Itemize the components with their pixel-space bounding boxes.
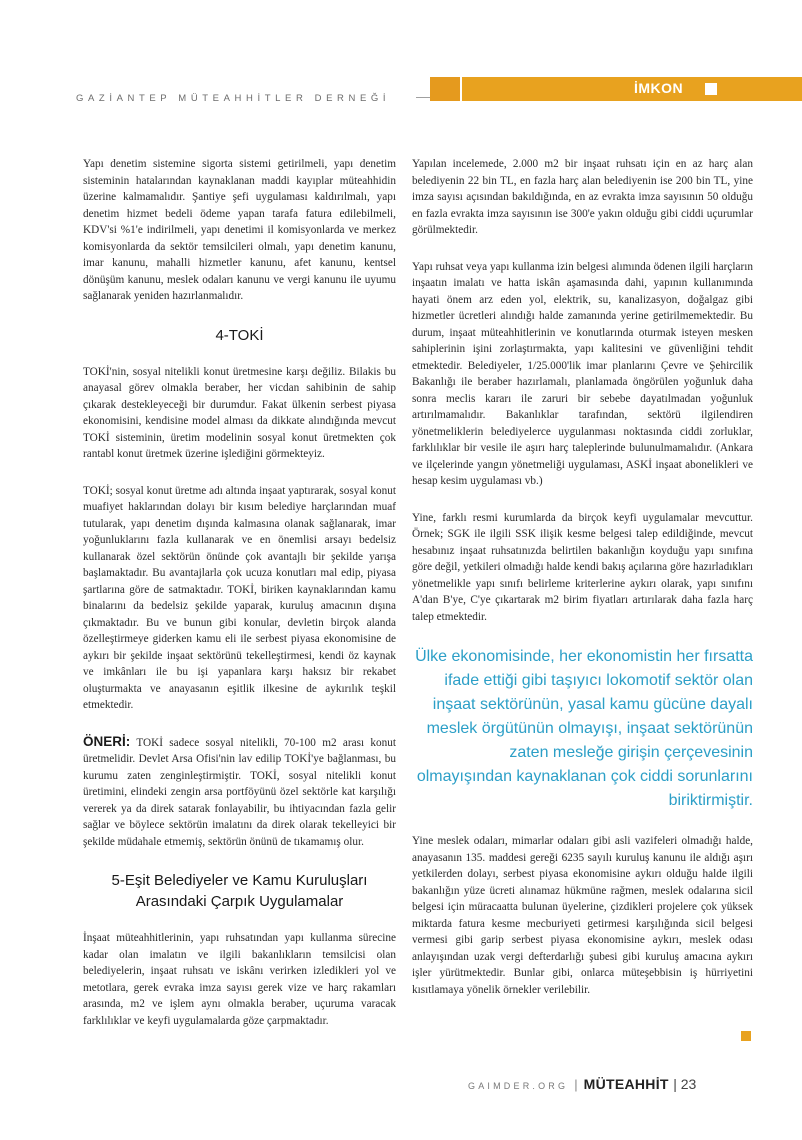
header-rule [416,97,430,98]
paragraph: Yapı ruhsat veya yapı kullanma izin belgesi alımında ödenen ilgili harçların inşaatın imalatı ve hatta iskân aşamasında dahi, yapının kullanımında hayati önem arz eden yol, elektrik, su, kanalizasyon, doğalgaz gibi hizmetler ücretleri alındığı halde zamanında yerine getirilmemektedir. Bu durum, inşaat müteahhitlerinin ve konutlarında oturmak isteyen mesken sahiplerinin işini zorlaştırmakta, yapı kalitesini ve güvenliğini tehdit etmektedir. Belediyeler, 1/25.000'lik imar planlarını Çevre ve Şehircilik Bakanlığı ile beraber hazırlamalı, planlamada öngörülen yoğunluk daha sonra meclis kararı ile zaruri bir sebebe dayatılmadan yoğunluk artırılmamalıdır. Bakanlıklar tarafından, sektörü ilgilendiren yönetmeliklerin belediyelerce uygulanması noktasında ciddi zorluklar, farklılıklar bir vesile ile aşırı harç taleplerinde bulunulmamalıdır. (Ankara ve ilçelerinde yangın yönetmeliği uygulaması, ASKİ inşaat abonelikleri ve hesap kesim uygulaması vb.) [412,260,753,487]
paragraph: Yapılan incelemede, 2.000 m2 bir inşaat ruhsatı için en az harç alan belediyenin 22 bin TL, en fazla harç alan belediyenin ise 200 bin TL, yine imza sayısı açısından bakıldığında, en az evrakta imza sayısının 50 olduğu en fazla evrakta imza sayısının ise 300'e yakın olduğu gibi ciddi uçurumlar görülmektedir. [412,158,753,236]
footer-website: GAIMDER.ORG [468,1081,569,1091]
paragraph: Yine meslek odaları, mimarlar odaları gibi asli vazifeleri olmadığı halde, anayasanın 135. maddesi gereği 6235 sayılı kuruluş kanunu ile aldığı aşırı yetkilerden dolayı, serbest piyasa ekonomisine aykırı olduğu halde ilgili bakanlığın yüze ücreti alınamaz hükmüne rağmen, meslek odalarına sicil belgesi için müracaatta bulunan üyelerine, çizdikleri projelere çok yüksek miktarda fatura kesme mecburiyeti getirmesi karşılığında sicil belgesi vermesi gibi garip serbest piyasa ekonomisine aykırı, meslek odası anlayışından uzak vergi defterdarlığı şubesi gibi kuruluş amacına aykırı işler yürütmektedir. Bunlar gibi, onlarca müteşebbisin iş hürriyetini kısıtlamaya yönelik örnekler verilebilir. [412,835,753,996]
paragraph: İnşaat müteahhitlerinin, yapı ruhsatından yapı kullanma sürecine kadar olan imalatın ve ilgili bakanlıkların temsilcisi olan belediyelerin, inşaat ruhsatı ve iskânı verirken izledikleri yol ve metotlara, gerek evraka imza sayısı gerek vize ve harç rakamları arasında, m2 ve işlem aynı olmakla beraber, uçuruma varacak farklılıklar ve keyfi uygulamalarda göze çarpmaktadır. [83,932,396,1027]
page-number: | 23 [673,1076,697,1092]
left-column [83,156,396,1049]
association-name: GAZİANTEP MÜTEAHHİTLER DERNEĞİ [76,93,391,104]
section-heading-belediyeler [83,870,396,912]
right-column [412,156,753,1018]
oneri-label: ÖNERİ: [83,733,131,749]
footer-magazine-name: MÜTEAHHİT [583,1076,669,1092]
paragraph-oneri [83,734,396,851]
paragraph: Yine, farklı resmi kurumlarda da birçok keyfi uygulamalar mevcuttur. Örnek; SGK ile ilgili SSK ilişik kesme belgesi talep edildiğinde, mevcut hesabınız inşaat ruhsatınızda belirtilen bakanlığın koyduğu yapı sınıfına göre değil, yetkileri olmadığı halde kendi bakış açılarına göre hazırladıkları yönetmelikle yapı sınıfı belirleme kriterlerine aykırı olarak, yapı sınıfını A'dan B'ye, C'ye çıkartarak m2 birim fiyatları artırılarak daha fazla harç talep etmektedir. [412,511,753,623]
section-heading-toki: 4-TOKİ [215,326,264,344]
end-mark-icon [741,1031,751,1041]
brand-logo: İMKON [634,80,684,96]
brand-banner [462,77,802,101]
paragraph: Yapı denetim sistemine sigorta sistemi getirilmeli, yapı denetim sisteminin hatalarından kaynaklanan maddi kayıplar müteahhidin üzerine kalmamalıdır. Şantiye şefi uygulaması kaldırılmalı, yapı denetim hizmet bedeli ödeme yapan tarafa fatura edilebilmeli, KDV'si %1'e indirilmeli, yapı denetimi il komisyonlarda ve merkez komisyonlarda da sektör temsilcileri olmalı, yapı denetim kanunu, imar kanunu, mahalli hizmetler kanunu, afet kanunu, kentsel dönüşüm kanunu, meslek odaları kanunu ve vergi kanunu ile uyumu sağlanarak yeniden hazırlanmalıdır. [83,158,396,302]
oneri-text: TOKİ sadece sosyal nitelikli, 70-100 m2 arası konut üretmelidir. Devlet Arsa Ofisi'nin lav edilip TOKİ'ye bağlanması, bu kurumu zaten zenginleştirmiştir. TOKİ, sosyal nitelikli konut üretimini, elindeki zengin arsa portföyünü özel sektörle kat karşılığı vererek ya da direk satarak fonlayabilir, bu ihtiyacından fazla gelir sağlar ve böylece sektörün imalatını da direk olarak tekelleyici bir şekilde müdahale etmemiş, sektörün önünü de tıkamamış olur. [83,736,396,848]
pull-quote: Ülke ekonomisinde, her ekonomistin her fırsatta ifade ettiği gibi taşıyıcı lokomotif sektör olan inşaat sektörünün, yasal kamu gücüne dayalı meslek örgütünün olmayışı, inşaat sektörünün zaten mesleğe girişin çerçevesinin olmayışından kaynaklanan çok ciddi sorunlarını biriktirmiştir. [415,648,753,809]
paragraph: TOKİ'nin, sosyal nitelikli konut üretmesine karşı değiliz. Bilakis bu anayasal görev olmakla beraber, her vicdan sahibinin de sahip çıkarak destekleyeceği bir durumdur. Fakat ülkenin serbest piyasa ekonomisini, kendisine model alması da dikkate alındığında mevcut TOKİ sisteminin, üretim modelinin sosyal konut üretmekten çok rantabl konut üretmek üzerine işlediğini görmekteyiz. [83,365,396,460]
footer [468,1076,696,1094]
heading-line: 5-Eşit Belediyeler ve Kamu Kuruluşları [111,872,368,889]
brand-square-icon [705,83,717,95]
footer-separator: | [574,1077,578,1092]
header-accent-bar [430,77,460,101]
paragraph: TOKİ; sosyal konut üretme adı altında inşaat yaptırarak, sosyal konut muafiyet haklarından dolayı bir kısım belediye harçlarından muaf tutularak, yapı denetim dışında kalmasına olanak sağlanarak, imar yoğunluklarını fazla kullanarak ve en önemlisi arsayı bedelsiz kullanarak özel sektörün önünde çok avantajlı bir şekilde yarışa başlamaktadır. Bu avantajlarla çok ucuza konutları mal edip, piyasa şartlarına göre de satmaktadır. TOKİ, biriken kaynaklarından kamu binalarını da bedelsiz şekilde yaparak, kuruluş amacının dışına çıkmaktadır. Bu ve bunun gibi konular, devletin birçok alanda özelleştirmeye giderken kamu eli ile serbest piyasa ekonomisine de aykırı bir şekilde inşaat sektörünü tekelleştirmesi, kendi öz kaynak ve imkânları ile bu işi yapanlara karşı haksız bir rekabet oluşturmakta ve anayasanın eşitlik ilkesine de aykırılık teşkil etmektedir. [83,484,396,711]
heading-line: Arasındaki Çarpık Uygulamalar [135,893,344,910]
